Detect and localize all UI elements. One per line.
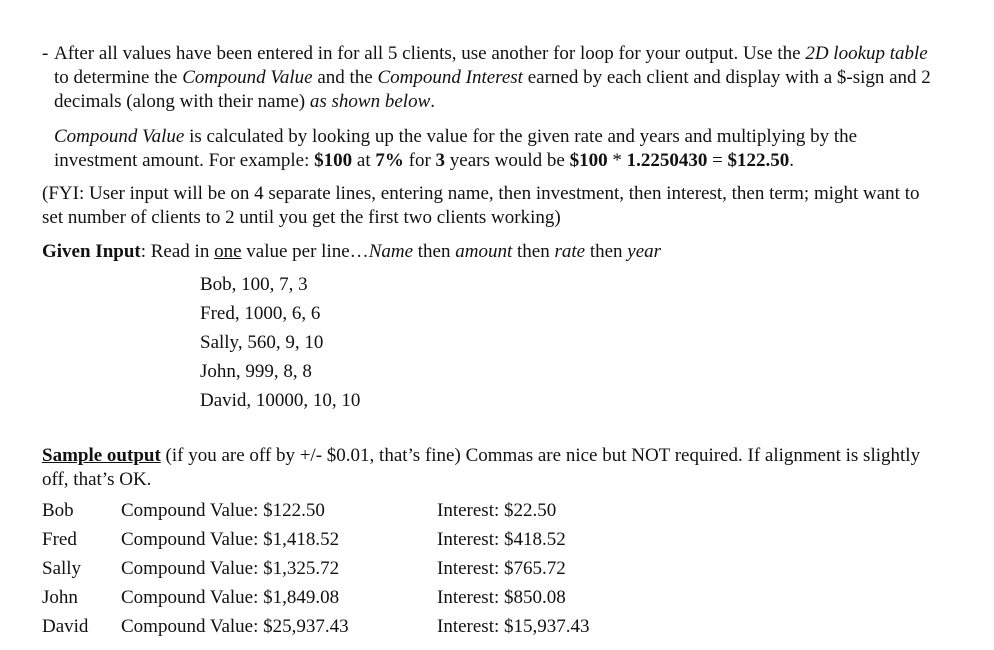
output-row <box>42 612 742 641</box>
compound-value: Compound Value: $25,937.43 <box>121 616 349 637</box>
sample-output-table <box>42 496 742 641</box>
input-line: Bob, 100, 7, 3 <box>200 274 308 295</box>
output-row <box>42 496 742 525</box>
compound-value: Compound Value: $1,418.52 <box>121 529 340 550</box>
interest-value: Interest: $15,937.43 <box>437 616 590 637</box>
client-name: John <box>42 587 78 608</box>
compound-value: Compound Value: $1,325.72 <box>121 558 340 579</box>
input-line: John, 999, 8, 8 <box>200 361 312 382</box>
client-name: Bob <box>42 500 74 521</box>
output-row <box>42 554 742 583</box>
interest-value: Interest: $22.50 <box>437 500 557 521</box>
input-line: Sally, 560, 9, 10 <box>200 332 324 353</box>
given-input-list <box>200 270 360 415</box>
interest-value: Interest: $418.52 <box>437 529 566 550</box>
output-row <box>42 583 742 612</box>
client-name: Fred <box>42 529 77 550</box>
compound-value-explanation: Compound Value is calculated by looking up the value for the given rate and years and multiplying by the investment amount. For example: $100 at 7% for 3 years would be $100 * 1.2250430 = $122.50. <box>54 126 858 171</box>
interest-value: Interest: $765.72 <box>437 558 566 579</box>
compound-value: Compound Value: $122.50 <box>121 500 325 521</box>
client-name: David <box>42 616 89 637</box>
bullet-dash: - <box>42 43 49 64</box>
interest-value: Interest: $850.08 <box>437 587 566 608</box>
given-input-heading: Given Input: Read in one value per line…Name then amount then rate then year <box>42 241 662 262</box>
client-name: Sally <box>42 558 82 579</box>
input-line: Fred, 1000, 6, 6 <box>200 303 321 324</box>
fyi-note: (FYI: User input will be on 4 separate lines, entering name, then investment, then interest, then term; might want to set number of clients to 2 until you get the first two clients working) <box>42 183 920 228</box>
instruction-text: After all values have been entered in for all 5 clients, use another for loop for your output. Use the 2D lookup table to determine the Compound Value and the Compound Interest earned by each client and display with a $-sign and 2 decimals (along with their name) as shown below. <box>54 43 931 112</box>
sample-output-heading: Sample output (if you are off by +/- $0.01, that’s fine) Commas are nice but NOT required. If alignment is slightly off, that’s OK. <box>42 445 921 490</box>
input-line: David, 10000, 10, 10 <box>200 390 361 411</box>
compound-value: Compound Value: $1,849.08 <box>121 587 340 608</box>
instruction-paragraph-output-loop <box>42 42 932 114</box>
output-row <box>42 525 742 554</box>
